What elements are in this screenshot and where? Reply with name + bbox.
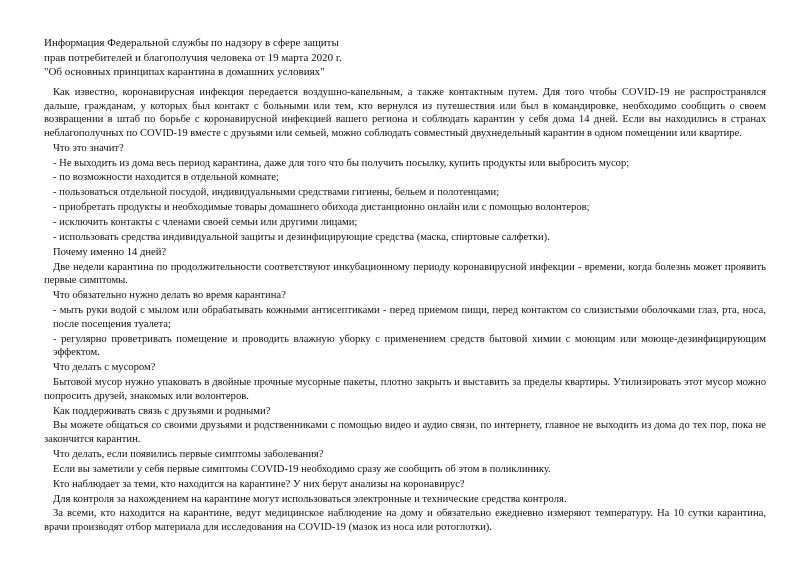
answer-medical-observation: За всеми, кто находится на карантине, ведут медицинское наблюдение на дому и обязательно ежедневно измеряют температуру. На 10 сутки карантина, врачи производят отбор материала для исследования на COVID-19 (мазок из носа или ротоглотки). [44, 508, 766, 534]
answer-keep-in-touch: Вы можете общаться со своими друзьями и родственниками с помощью видео и аудио связи, по интернету, главное не выходить из дома до тех пор, пока не закончится карантин. [44, 420, 766, 445]
header-line-1: Информация Федеральной службы по надзору в сфере защиты [44, 37, 339, 49]
list-item: - Не выходить из дома весь период карантина, даже для того что бы получить посылку, купить продукты или выбросить мусор; [53, 157, 630, 169]
answer-why-14-days: Две недели карантина по продолжительности соответствуют инкубационному периоду коронавирусной инфекции - времени, когда болезнь может проявить первые симптомы. [44, 261, 766, 287]
document-header [44, 36, 342, 80]
document-body [44, 86, 766, 536]
list-item: - регулярно проветривать помещение и проводить влажную уборку с применением средств бытовой химии с моющим или моюще-дезинфицирующим эффектом. [53, 333, 766, 359]
list-item: - мыть руки водой с мылом или обрабатывать кожными антисептиками - перед приемом пищи, перед контактом со слизистыми оболочками глаз, рта, носа, после посещения туалета; [53, 305, 766, 330]
question-who-monitors: Кто наблюдает за теми, кто находится на карантине? У них берут анализы на коронавирус? [53, 478, 465, 490]
answer-garbage: Бытовой мусор нужно упаковать в двойные прочные мусорные пакеты, плотно закрыть и выставить за пределы квартиры. Утилизировать этот мусор можно попросить друзей, знакомых или волонтеров. [44, 377, 766, 402]
answer-monitoring-means: Для контроля за нахождением на карантине могут использоваться электронные и технические средства контроля. [53, 493, 567, 505]
list-item: - по возможности находится в отдельной комнате; [53, 172, 279, 184]
header-line-2: прав потребителей и благополучия человека от 19 марта 2020 г. [44, 51, 342, 64]
list-item: - приобретать продукты и необходимые товары домашнего обихода дистанционно онлайн или с помощью волонтеров; [53, 202, 590, 214]
answer-first-symptoms: Если вы заметили у себя первые симптомы COVID-19 необходимо сразу же сообщить об этом в поликлинику. [53, 463, 551, 475]
question-what-it-means: Что это значит? [53, 142, 124, 154]
question-garbage: Что делать с мусором? [53, 362, 156, 374]
header-line-3: "Об основных принципах карантина в домашних условиях" [44, 66, 325, 78]
list-item: - исключить контакты с членами своей семьи или другими лицами; [53, 217, 358, 229]
question-what-to-do: Что обязательно нужно делать во время карантина? [53, 290, 286, 302]
question-first-symptoms: Что делать, если появились первые симптомы заболевания? [53, 448, 324, 460]
question-why-14-days: Почему именно 14 дней? [53, 246, 167, 258]
list-item: - пользоваться отдельной посудой, индивидуальными средствами гигиены, бельем и полотенцами; [53, 187, 500, 199]
list-item: - использовать средства индивидуальной защиты и дезинфицирующие средства (маска, спиртовые салфетки). [53, 232, 550, 244]
intro-paragraph: Как известно, коронавирусная инфекция передается воздушно-капельным, а также контактным путем. Для того чтобы COVID-19 не распространялся дальше, гражданам, у которых был контакт с больными или тем, кто вернулся из путешествия или был в командировке, необходимо сообщить о своем возвращении в штаб по борьбе с коронавирусной инфекцией вашего региона и соблюдать карантин у себя дома 14 дней. Если вы находились в странах неблагополучных по COVID-19 вместе с друзьями или семьей, можно соблюдать совместный двухнедельный карантин в одном помещении или квартире. [44, 87, 766, 139]
question-keep-in-touch: Как поддерживать связь с друзьями и родными? [53, 405, 271, 417]
